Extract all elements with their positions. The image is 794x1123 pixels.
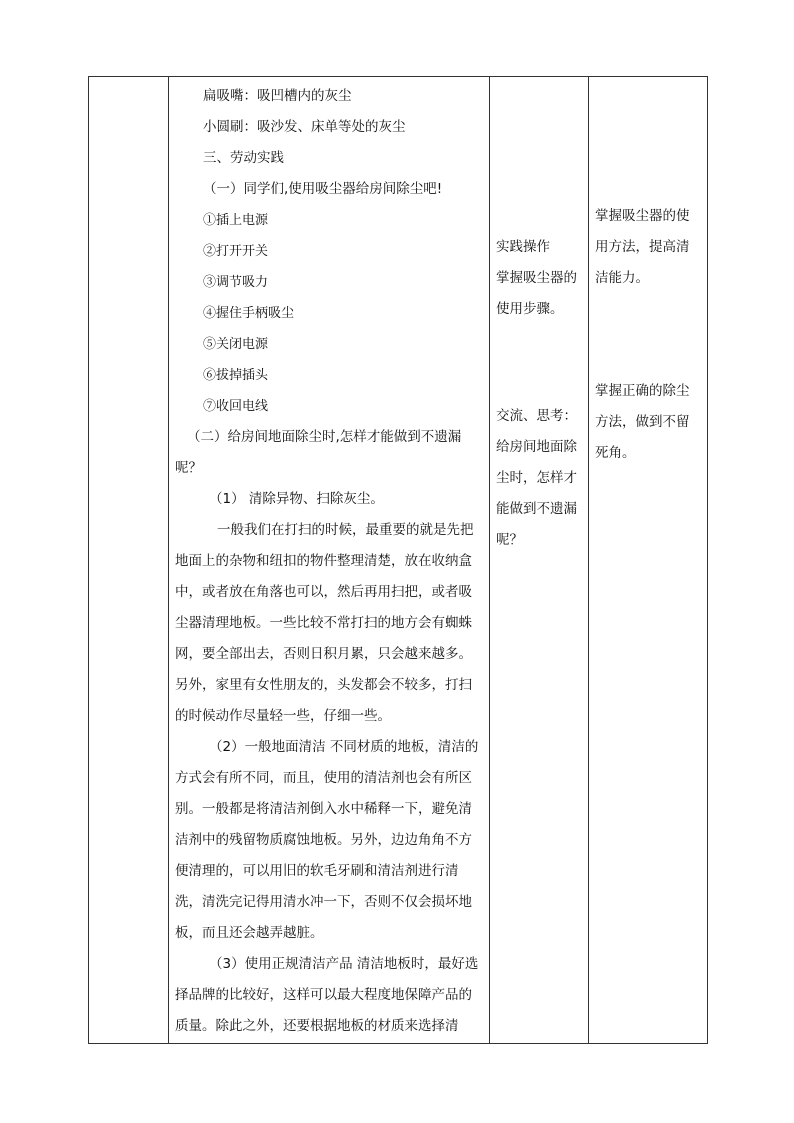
step-item: ①插上电源 <box>203 213 269 228</box>
task-two-question: （二）给房间地面除尘时,怎样才能做到不遗漏呢？ <box>175 429 462 476</box>
subsection-1-title: （1） 清除异物、扫除灰尘。 <box>209 491 384 507</box>
step-item: ②打开开关 <box>203 244 269 259</box>
activity-1-title: 实践操作 <box>496 239 550 255</box>
step-item: ⑦收回电线 <box>203 399 269 414</box>
section-heading: 三、劳动实践 <box>203 150 284 166</box>
lesson-plan-table <box>88 76 708 1044</box>
subsection-3-body: （3）使用正规清洁产品 清洁地板时，最好选择品牌的比较好，这样可以最大程度地保障产品的质量。除此之外，还要根据地板的材质来选择清 <box>175 956 479 1034</box>
design-intent-cell <box>589 77 708 1044</box>
intent-1-text: 掌握吸尘器的使用方法，提高清洁能力。 <box>595 208 690 286</box>
activity-2-title: 交流、思考： <box>496 408 577 424</box>
activity-2-text: 给房间地面除尘时，怎样才能做到不遗漏呢？ <box>496 439 577 548</box>
teaching-process-cell <box>169 77 490 1044</box>
step-item: ⑥拔掉插头 <box>203 368 269 383</box>
blank-column-cell <box>89 77 169 1044</box>
step-item: ⑤关闭电源 <box>203 337 269 352</box>
flat-nozzle-line: 扁吸嘴：吸凹槽内的灰尘 <box>203 88 352 104</box>
step-item: ④握住手柄吸尘 <box>203 306 295 321</box>
activity-1-text: 掌握吸尘器的使用步骤。 <box>496 270 577 317</box>
subsection-2-body: （2）一般地面清洁 不同材质的地板，清洁的方式会有所不同，而且，使用的清洁剂也会有所区别。一般都是将清洁剂倒入水中稀释一下，避免清洁剂中的残留物质腐蚀地板。另外，边边角角不方便清理的，可以用旧的软毛牙刷和清洁剂进行清洗，清洗完记得用清水冲一下，否则不仅会损坏地板，而且还会越弄越脏。 <box>175 739 479 941</box>
task-one-heading: （一）同学们,使用吸尘器给房间除尘吧! <box>203 181 443 197</box>
step-item: ③调节吸力 <box>203 275 269 290</box>
round-brush-line: 小圆刷：吸沙发、床单等处的灰尘 <box>203 119 406 135</box>
student-activity-cell <box>490 77 589 1044</box>
intent-2-text: 掌握正确的除尘方法，做到不留死角。 <box>595 383 690 461</box>
subsection-1-body: 一般我们在打扫的时候，最重要的就是先把地面上的杂物和纽扣的物件整理清楚，放在收纳盒中，或者放在角落也可以，然后再用扫把，或者吸尘器清理地板。一些比较不常打扫的地方会有蜘蛛网，要全部出去，否则日积月累，只会越来越多。另外，家里有女性朋友的，头发都会不较多，打扫的时候动作尽量轻一些，仔细一些。 <box>175 522 474 724</box>
